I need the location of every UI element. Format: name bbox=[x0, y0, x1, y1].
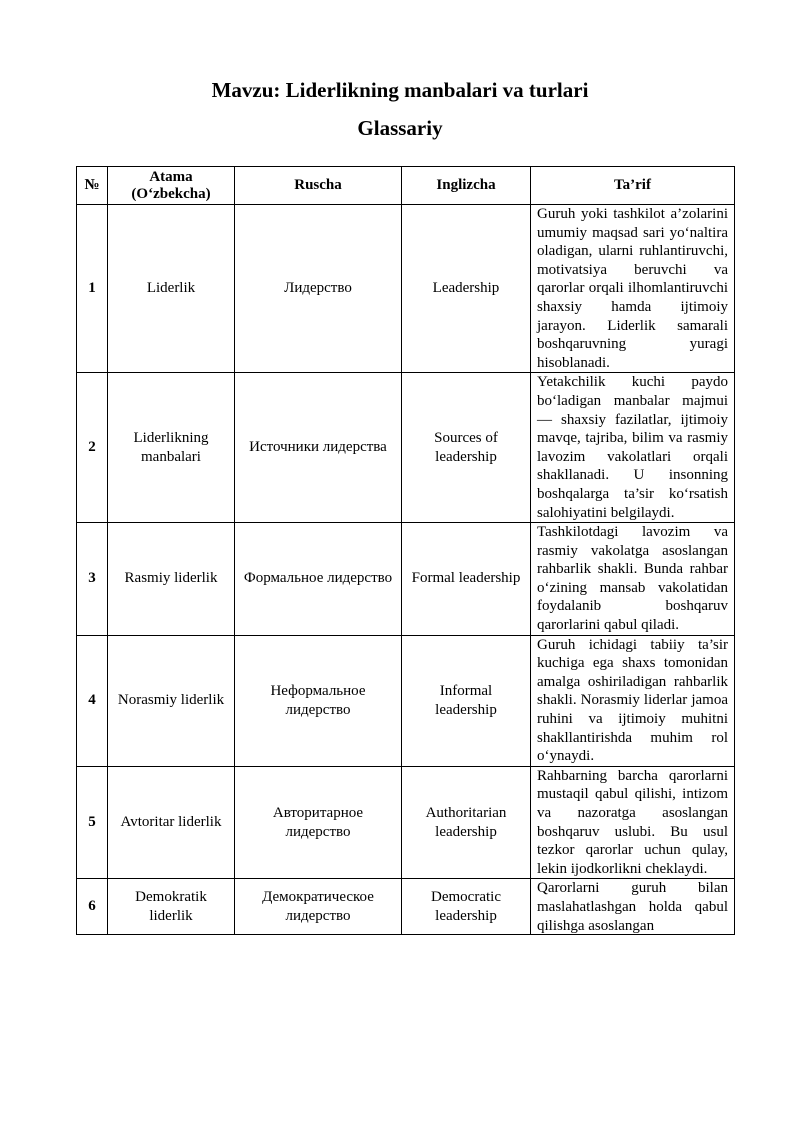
term-definition: Guruh yoki tashkilot a’zolarini umumiy maqsad sari yo‘naltira oladigan, ularni ruhlantiruvchi, motivatsiya beruvchi va qarorlar orqali ilhomlantiruvchi shaxsiy hamda ijtimoiy jarayon. Liderlik samarali boshqaruvning yuragi hisoblanadi. bbox=[531, 205, 735, 373]
row-number: 6 bbox=[77, 879, 108, 935]
column-header-term-line2: (O‘zbekcha) bbox=[131, 185, 211, 202]
term-english: Authoritarian leadership bbox=[402, 766, 531, 879]
term-definition: Yetakchilik kuchi paydo bo‘ladigan manbalar majmui — shaxsiy fazilatlar, ijtimoiy mavqe, tajriba, bilim va rasmiy lavozim vakolatlari orqali shakllanadi. U insonning boshqalarga ta’sir ko‘rsatish salohiyatini belgilaydi. bbox=[531, 373, 735, 523]
row-number: 5 bbox=[77, 766, 108, 879]
term-russian: Авторитарное лидерство bbox=[235, 766, 402, 879]
term-uzbek: Liderlik bbox=[108, 205, 235, 373]
term-definition: Tashkilotdagi lavozim va rasmiy vakolatga asoslangan rahbarlik shakli. Bunda rahbar o‘zining mansab vakolatidan foydalanib boshqaruv qarorlarini qabul qiladi. bbox=[531, 523, 735, 636]
term-uzbek: Demokratik liderlik bbox=[108, 879, 235, 935]
column-header-number: № bbox=[77, 167, 108, 205]
table-row bbox=[77, 879, 735, 935]
term-russian: Демократическое лидерство bbox=[235, 879, 402, 935]
column-header-english: Inglizcha bbox=[402, 167, 531, 205]
page-title: Mavzu: Liderlikning manbalari va turlari bbox=[211, 78, 589, 102]
table-row bbox=[77, 635, 735, 766]
term-definition-text: Qarorlarni guruh bilan maslahatlashgan holda qabul qilishga asoslangan bbox=[537, 880, 728, 934]
row-number: 1 bbox=[77, 205, 108, 373]
term-russian: Формальное лидерство bbox=[235, 523, 402, 636]
glossary-table bbox=[76, 166, 735, 935]
term-russian: Неформальное лидерство bbox=[235, 635, 402, 766]
term-uzbek: Avtoritar liderlik bbox=[108, 766, 235, 879]
column-header-russian: Ruscha bbox=[235, 167, 402, 205]
row-number: 3 bbox=[77, 523, 108, 636]
column-header-definition: Ta’rif bbox=[531, 167, 735, 205]
term-english: Sources of leadership bbox=[402, 373, 531, 523]
table-row bbox=[77, 205, 735, 373]
term-uzbek: Rasmiy liderlik bbox=[108, 523, 235, 636]
table-row bbox=[77, 373, 735, 523]
page-subtitle: Glassariy bbox=[357, 116, 443, 140]
term-uzbek: Norasmiy liderlik bbox=[108, 635, 235, 766]
column-header-term bbox=[108, 167, 235, 205]
term-definition: Guruh ichidagi tabiiy ta’sir kuchiga ega shaxs tomonidan amalga oshiriladigan rahbarlik shakli. Norasmiy liderlar jamoa ruhini va ijtimoiy muhitni shakllantirishda muhim rol o‘ynaydi. bbox=[531, 635, 735, 766]
row-number: 4 bbox=[77, 635, 108, 766]
term-definition bbox=[531, 879, 735, 935]
term-english: Formal leadership bbox=[402, 523, 531, 636]
table-row bbox=[77, 766, 735, 879]
term-russian: Лидерство bbox=[235, 205, 402, 373]
table-header-row bbox=[77, 167, 735, 205]
term-uzbek: Liderlikning manbalari bbox=[108, 373, 235, 523]
table-row bbox=[77, 523, 735, 636]
term-english: Democratic leadership bbox=[402, 879, 531, 935]
term-definition: Rahbarning barcha qarorlarni mustaqil qabul qilishi, intizom va nazoratga asoslangan boshqaruv uslubi. Bu usul tezkor qarorlar uchun qulay, lekin ijodkorlikni cheklaydi. bbox=[531, 766, 735, 879]
term-english: Leadership bbox=[402, 205, 531, 373]
row-number: 2 bbox=[77, 373, 108, 523]
term-russian: Источники лидерства bbox=[235, 373, 402, 523]
column-header-term-line1: Atama bbox=[149, 168, 193, 185]
term-english: Informal leadership bbox=[402, 635, 531, 766]
